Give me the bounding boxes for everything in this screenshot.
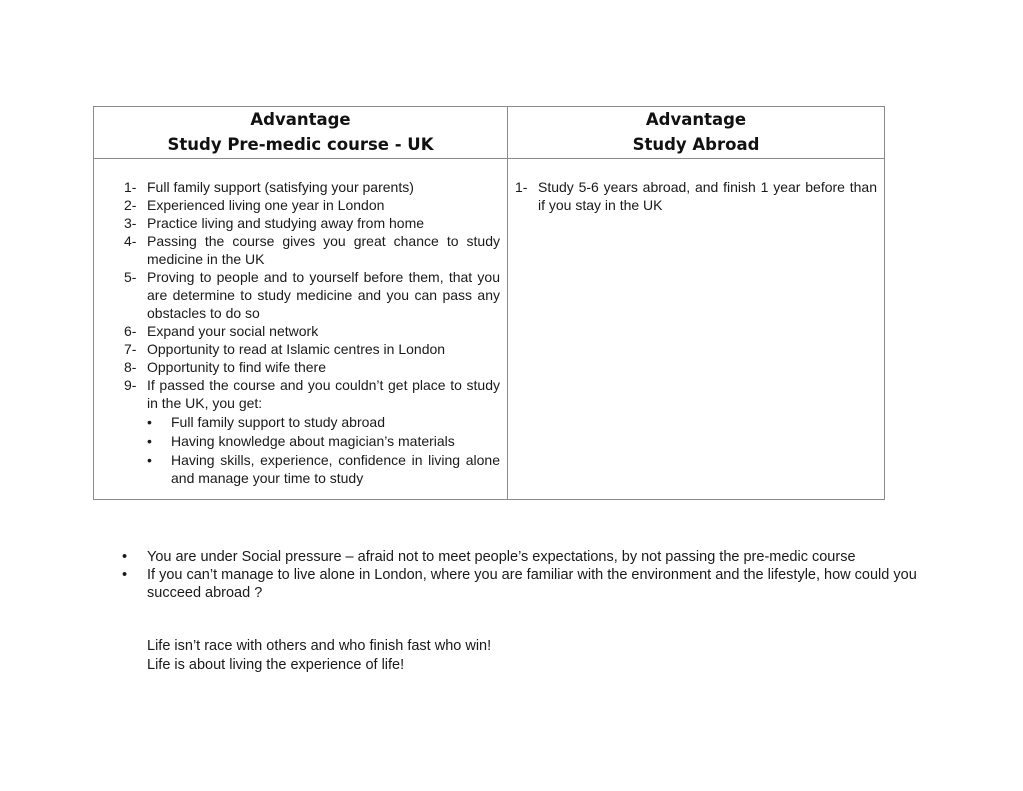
note-text: If you can’t manage to live alone in London, where you are familiar with the environment and the lifestyle, how could you succeed abroad ? xyxy=(147,567,917,601)
note-item xyxy=(122,548,952,566)
item-text: Expand your social network xyxy=(147,323,319,339)
note-item xyxy=(122,566,952,602)
item-text: Proving to people and to yourself before them, that you are determine to study medicine and you can pass any obstacles to do so xyxy=(147,269,500,321)
right-header-subtitle: Study Abroad xyxy=(632,135,760,154)
bullet-icon: • xyxy=(122,549,128,565)
sub-item-text: Having skills, experience, confidence in living alone and manage your time to study xyxy=(171,452,500,486)
sub-list-item xyxy=(147,451,500,487)
list-item xyxy=(124,214,500,232)
item-number: 8- xyxy=(124,359,137,375)
right-header-title: Advantage xyxy=(645,110,747,129)
sub-item-text: Having knowledge about magician’s materials xyxy=(171,433,455,449)
item-text: Study 5-6 years abroad, and finish 1 year before than if you stay in the UK xyxy=(538,179,877,213)
item-number: 4- xyxy=(124,233,137,249)
notes-list xyxy=(122,548,952,602)
item-text: If passed the course and you couldn’t get place to study in the UK, you get: xyxy=(147,377,500,411)
item-number: 2- xyxy=(124,197,137,213)
left-header-subtitle: Study Pre-medic course - UK xyxy=(167,135,434,154)
item-number: 1- xyxy=(124,179,137,195)
item-text: Opportunity to find wife there xyxy=(147,359,326,375)
right-column-cell xyxy=(508,159,885,500)
table-body-row xyxy=(94,159,885,500)
list-item xyxy=(515,178,877,214)
bullet-icon: • xyxy=(147,433,152,449)
list-item xyxy=(124,232,500,268)
item-text: Passing the course gives you great chance to study medicine in the UK xyxy=(147,233,500,267)
item-text: Experienced living one year in London xyxy=(147,197,385,213)
closing-line: Life isn’t race with others and who finish fast who win! xyxy=(147,638,492,654)
item-number: 6- xyxy=(124,323,137,339)
closing-line: Life is about living the experience of life! xyxy=(147,657,405,673)
list-item xyxy=(124,322,500,340)
comparison-table xyxy=(93,106,885,500)
left-header-title: Advantage xyxy=(250,110,351,129)
note-text: You are under Social pressure – afraid not to meet people’s expectations, by not passing the pre-medic course xyxy=(147,549,856,565)
bullet-icon: • xyxy=(122,567,128,583)
list-item xyxy=(124,196,500,214)
list-item xyxy=(124,268,500,322)
sub-item-text: Full family support to study abroad xyxy=(171,414,385,430)
item-number: 1- xyxy=(515,179,528,195)
item-number: 7- xyxy=(124,341,137,357)
item-number: 3- xyxy=(124,215,137,231)
abroad-advantages-list xyxy=(508,159,884,214)
left-column-cell xyxy=(94,159,508,500)
list-item xyxy=(124,376,500,487)
right-column-header xyxy=(508,107,885,159)
list-item xyxy=(124,340,500,358)
item-text: Opportunity to read at Islamic centres in London xyxy=(147,341,446,357)
premedic-advantages-list xyxy=(94,159,507,487)
item-text: Full family support (satisfying your parents) xyxy=(147,179,414,195)
sub-list-item xyxy=(147,432,500,450)
bullet-icon: • xyxy=(147,452,152,468)
closing-remarks xyxy=(147,637,491,675)
item-number: 9- xyxy=(124,377,137,393)
bullet-icon: • xyxy=(147,414,152,430)
list-item xyxy=(124,178,500,196)
sub-list-item xyxy=(147,413,500,431)
sub-bullet-list xyxy=(147,413,500,487)
item-number: 5- xyxy=(124,269,137,285)
item-text: Practice living and studying away from home xyxy=(147,215,425,231)
left-column-header xyxy=(94,107,508,159)
table-header-row xyxy=(94,107,885,159)
list-item xyxy=(124,358,500,376)
